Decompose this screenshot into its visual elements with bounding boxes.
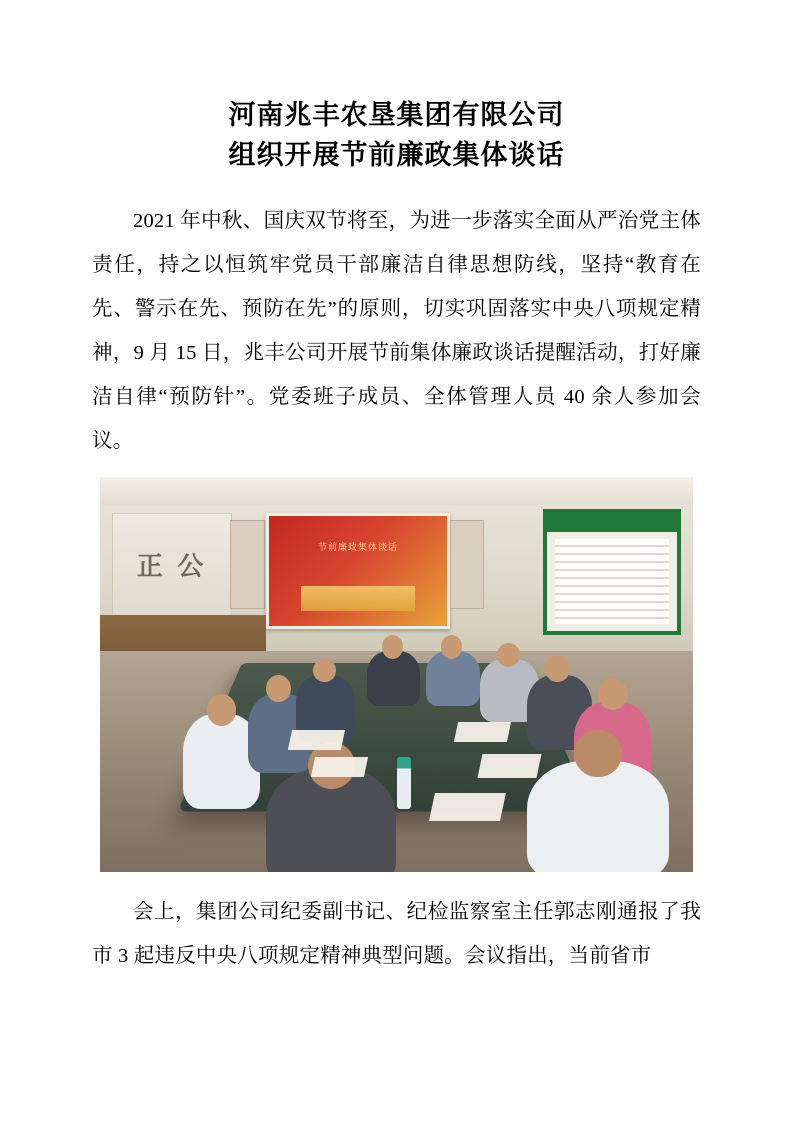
attendee-head: [313, 659, 336, 683]
wall-calligraphy: 正 公: [112, 513, 233, 618]
notice-board-rows: [555, 539, 670, 624]
photo-ceiling: [100, 477, 693, 505]
attendee-head: [598, 678, 628, 710]
attendee: [367, 651, 420, 706]
water-bottle: [397, 757, 411, 808]
page-title: [92, 95, 701, 175]
attendee-head: [441, 635, 462, 659]
title-line-1: 河南兆丰农垦集团有限公司: [228, 100, 565, 130]
attendee-head: [207, 694, 237, 726]
document-sheet: [454, 722, 512, 742]
paragraph-1: 2021 年中秋、国庆双节将至，为进一步落实全面从严治党主体责任，持之以恒筑牢党员干部廉洁自律思想防线，坚持“教育在先、警示在先、预防在先”的原则，切实巩固落实中央八项规定精神，9 月 15 日，兆丰公司开展节前集体廉政谈话提醒活动，打好廉洁自律“预防针”。党委班子成员、全体管理人员 40 余人参加会议。: [92, 210, 701, 452]
attendee-head: [382, 635, 403, 659]
projection-screen: [266, 513, 450, 630]
document-sheet: [477, 754, 541, 778]
projection-screen-graphic: [301, 586, 415, 610]
meeting-photo: [100, 477, 693, 872]
attendee: [527, 761, 669, 872]
document-sheet: [288, 730, 346, 750]
document-sheet: [311, 757, 369, 777]
projection-screen-title: 节前廉政集体谈话: [317, 541, 398, 552]
attendee-head: [266, 675, 291, 703]
notice-board: [543, 509, 681, 636]
wall-poster-left: [230, 520, 265, 609]
document-sheet: [429, 793, 506, 821]
attendee-head: [497, 643, 520, 667]
meeting-photo-figure: [92, 477, 701, 872]
notice-board-header: [547, 513, 677, 532]
attendee-head: [574, 730, 621, 777]
attendee: [426, 651, 479, 706]
paragraph-2: 会上，集团公司纪委副书记、纪检监察室主任郭志刚通报了我市 3 起违反中央八项规定精神典型问题。会议指出，当前省市: [92, 901, 701, 967]
attendee-head: [545, 655, 570, 683]
title-line-2: 组织开展节前廉政集体谈话: [228, 140, 565, 170]
wall-poster-right: [450, 520, 485, 609]
